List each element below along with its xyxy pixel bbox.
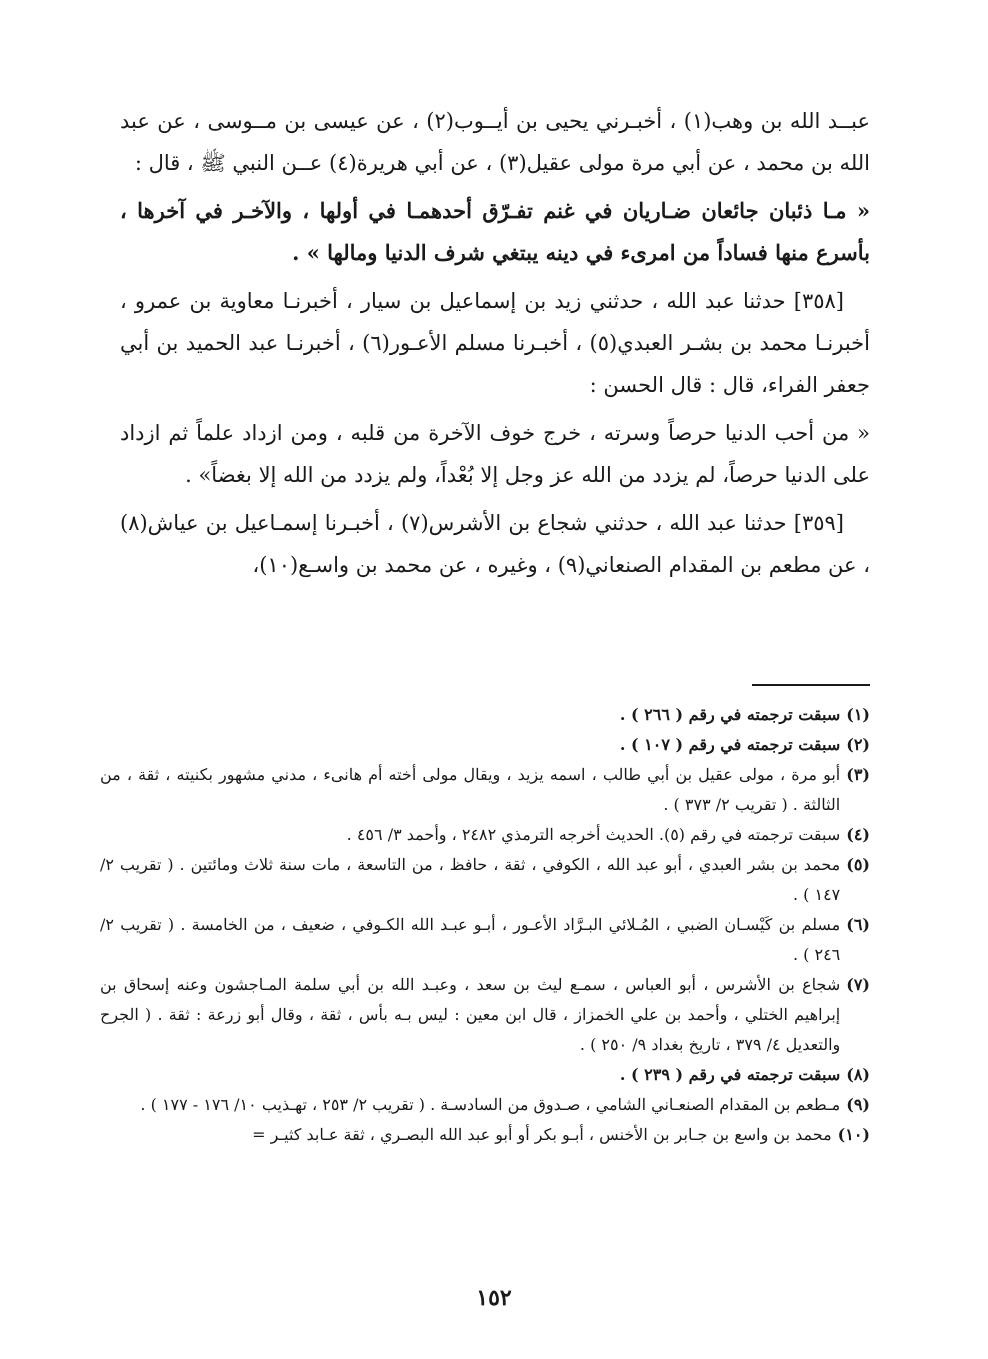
footnote-text: سبقت ترجمته في رقم ( ١٠٧ ) . [619,735,841,754]
footnote-text: شجاع بن الأشرس ، أبو العباس ، سمـع ليث بن سعد ، وعبـد الله بن أبي سلمة المـاجشون وعنه إسحاق بن إبراهيم الختلي ، وأحمد بن علي الخمزاز ، قال ابن معين : ليس بـه بأس ، ثقة ، وقال أبو زرعة : ثقة . ( الجرح والتعديل ٤/ ٣٧٩ ، تاريخ بغداد ٩/ ٢٥٠ ) . [100,975,841,1054]
footnote-divider [752,684,870,686]
footnote-text: سبقت ترجمته في رقم ( ٢٣٩ ) . [619,1065,841,1084]
footnote [100,1060,870,1090]
main-text [120,100,870,592]
footnote-number: (٥) [846,855,870,874]
footnote [100,820,870,850]
footnote-number: (٨) [846,1065,870,1084]
footnote-text: أبو مرة ، مولى عقيل بن أبي طالب ، اسمه يزيد ، ويقال مولى أخته أم هانىء ، مدني مشهور بكنيته ، ثقة ، من الثالثة . ( تقريب ٢/ ٣٧٣ ) . [100,765,841,814]
footnote [100,760,870,820]
footnote-number: (١٠) [837,1125,870,1144]
footnote-number: (٤) [846,825,870,844]
page-number: ١٥٢ [476,1285,512,1311]
footnote-number: (٧) [846,975,870,994]
footnote-number: (٩) [846,1095,870,1114]
footnote-text: محمد بن بشر العبدي ، أبو عبد الله ، الكوفي ، ثقة ، حافظ ، من التاسعة ، مات سنة ثلاث ومائتين . ( تقريب ٢/ ١٤٧ ) . [100,855,841,904]
footnote [100,850,870,910]
footnote [100,1120,870,1150]
footnote [100,1090,870,1120]
paragraph-hasan-quote: « من أحب الدنيا حرصاً وسرته ، خرج خوف الآخرة من قلبه ، ومن ازداد علماً ثم ازداد على الدنيا حرصاً، لم يزدد من الله عز وجل إلا بُعْداً، ولم يزدد من الله إلا بغضاً» . [120,421,870,487]
paragraph-report-358: [٣٥٨] حدثنا عبد الله ، حدثني زيد بن إسماعيل بن سيار ، أخبرنـا معاوية بن عمرو ، أخبرنـا محمد بن بشـر العبدي(٥) ، أخبـرنا مسلم الأعـور(٦) ، أخبرنـا عبد الحميد بن أبي جعفر الفراء، قال : قال الحسن : [120,289,870,397]
paragraph-hadith-text: « مـا ذئبان جائعان ضـاريان في غنم تفـرّق أحدهمـا في أولها ، والآخـر في آخرها ، بأسرع منها فساداً من امرىء في دينه يبتغي شرف الدنيا ومالها » . [120,198,870,265]
footnote-number: (١) [846,705,870,724]
paragraph-report-359: [٣٥٩] حدثنا عبد الله ، حدثني شجاع بن الأشرس(٧) ، أخبـرنا إسمـاعيل بن عياش(٨) ، عن مطعم بن المقدام الصنعاني(٩) ، وغيره ، عن محمد بن واسـع(١٠)، [120,511,870,577]
footnote [100,910,870,970]
footnotes [100,700,870,1150]
footnote-text: سبقت ترجمته في رقم (٥). الحديث أخرجه الترمذي ٢٤٨٢ ، وأحمد ٣/ ٤٥٦ . [346,825,841,844]
footnote-text: محمد بن واسع بن جـابر بن الأخنس ، أبـو بكر أو أبو عبد الله البصـري ، ثقة عـابد كثيـر = [252,1125,832,1144]
footnote-text: مـطعم بن المقدام الصنعـاني الشامي ، صـدوق من السادسـة . ( تقريب ٢/ ٢٥٣ ، تهـذيب ١٠/ ١٧٦ - ١٧٧ ) . [140,1095,841,1114]
footnote-number: (٣) [846,765,870,784]
footnote-text: مسلم بن كَيْسـان الضبي ، المُـلائي البـرَّاد الأعـور ، أبـو عبـد الله الكـوفي ، ضعيف ، من الخامسة . ( تقريب ٢/ ٢٤٦ ) . [100,915,841,964]
footnote-text: سبقت ترجمته في رقم ( ٢٦٦ ) . [619,705,841,724]
footnote [100,700,870,730]
footnote [100,730,870,760]
footnote-number: (٦) [846,915,870,934]
footnote [100,970,870,1060]
paragraph-isnad-intro: عبــد الله بن وهب(١) ، أخبـرني يحيى بن أيــوب(٢) ، عن عيسى بن مــوسى ، عن عبد الله بن محمد ، عن أبي مرة مولى عقيل(٣) ، عن أبي هريرة(٤) عــن النبي ﷺ ، قال : [120,109,870,175]
footnote-number: (٢) [846,735,870,754]
